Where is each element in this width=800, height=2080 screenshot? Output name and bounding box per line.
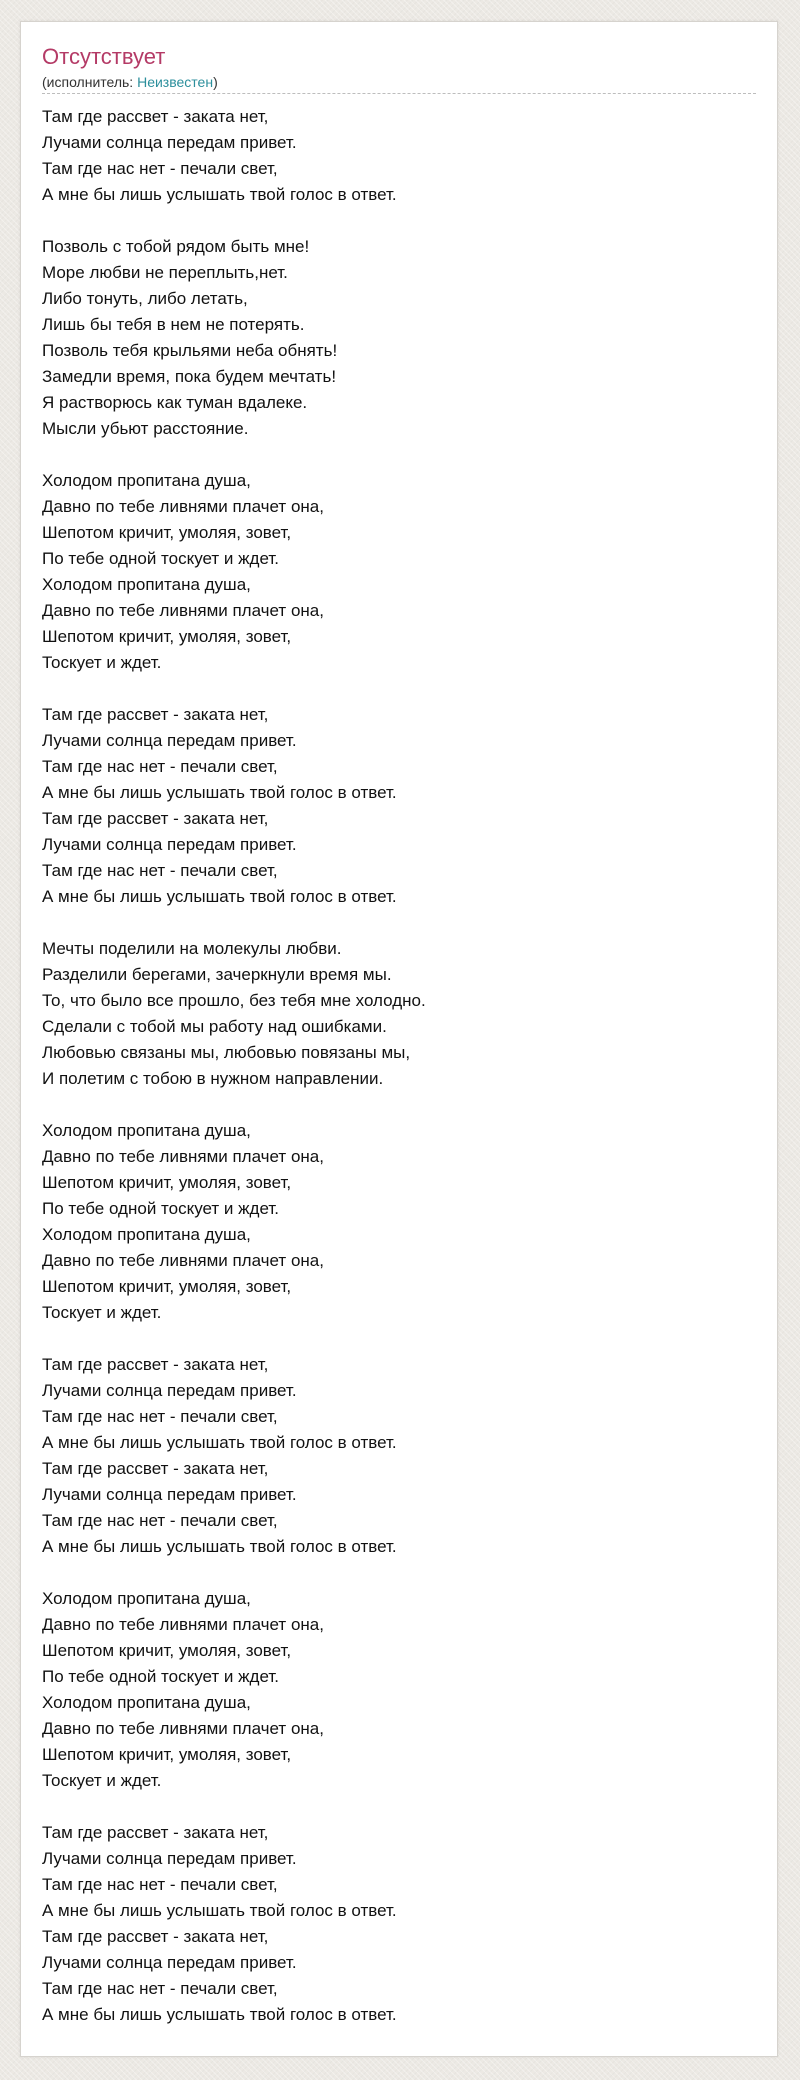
lyric-line: Там где нас нет - печали свет, <box>42 757 278 776</box>
lyric-line: Мечты поделили на молекулы любви. <box>42 939 342 958</box>
lyric-line: Давно по тебе ливнями плачет она, <box>42 1615 324 1634</box>
lyric-line: Позволь тебя крыльями неба обнять! <box>42 341 338 360</box>
lyric-line: Разделили берегами, зачеркнули время мы. <box>42 965 392 984</box>
lyric-line: Там где нас нет - печали свет, <box>42 1875 278 1894</box>
lyric-line: Там где нас нет - печали свет, <box>42 1407 278 1426</box>
lyric-line: Лучами солнца передам привет. <box>42 1849 297 1868</box>
lyric-line: Я растворюсь как туман вдалеке. <box>42 393 308 412</box>
lyric-line: Холодом пропитана душа, <box>42 1121 251 1140</box>
lyric-line: Либо тонуть, либо летать, <box>42 289 248 308</box>
lyric-line: Мысли убьют расстояние. <box>42 419 249 438</box>
lyric-line: Давно по тебе ливнями плачет она, <box>42 497 324 516</box>
lyric-line: Замедли время, пока будем мечтать! <box>42 367 337 386</box>
lyric-line: А мне бы лишь услышать твой голос в ответ. <box>42 1901 397 1920</box>
lyric-line: Лучами солнца передам привет. <box>42 1381 297 1400</box>
lyric-line: Там где нас нет - печали свет, <box>42 159 278 178</box>
lyric-line: Там где рассвет - заката нет, <box>42 1355 269 1374</box>
song-title: Отсутствует <box>42 44 166 69</box>
lyric-line: А мне бы лишь услышать твой голос в ответ. <box>42 783 397 802</box>
lyrics-stanza <box>42 1118 756 1326</box>
lyric-line: Лучами солнца передам привет. <box>42 835 297 854</box>
lyric-line: Тоскует и ждет. <box>42 653 162 672</box>
lyrics-stanza <box>42 1586 756 1794</box>
lyric-line: Давно по тебе ливнями плачет она, <box>42 1251 324 1270</box>
lyric-line: Холодом пропитана душа, <box>42 471 251 490</box>
lyric-line: А мне бы лишь услышать твой голос в ответ. <box>42 1433 397 1452</box>
lyric-line: Там где рассвет - заката нет, <box>42 107 269 126</box>
lyric-line: Там где нас нет - печали свет, <box>42 861 278 880</box>
lyric-line: Шепотом кричит, умоляя, зовет, <box>42 1641 292 1660</box>
lyric-line: Любовью связаны мы, любовью повязаны мы, <box>42 1043 411 1062</box>
lyric-line: А мне бы лишь услышать твой голос в ответ. <box>42 185 397 204</box>
lyric-line: Лучами солнца передам привет. <box>42 1485 297 1504</box>
lyric-line: Тоскует и ждет. <box>42 1303 162 1322</box>
lyrics-stanza <box>42 1820 756 2028</box>
lyric-line: Шепотом кричит, умоляя, зовет, <box>42 627 292 646</box>
lyric-line: Лучами солнца передам привет. <box>42 731 297 750</box>
lyric-line: По тебе одной тоскует и ждет. <box>42 1199 279 1218</box>
lyrics-stanza <box>42 936 756 1092</box>
lyric-line: Сделали с тобой мы работу над ошибками. <box>42 1017 387 1036</box>
lyrics-stanza <box>42 104 756 208</box>
artist-suffix: ) <box>213 74 218 90</box>
lyric-line: Там где нас нет - печали свет, <box>42 1511 278 1530</box>
artist-link[interactable]: Неизвестен <box>137 74 214 90</box>
lyric-line: По тебе одной тоскует и ждет. <box>42 549 279 568</box>
lyric-line: Позволь с тобой рядом быть мне! <box>42 237 310 256</box>
lyric-line: Шепотом кричит, умоляя, зовет, <box>42 1745 292 1764</box>
lyric-line: Море любви не переплыть,нет. <box>42 263 288 282</box>
lyric-line: А мне бы лишь услышать твой голос в ответ. <box>42 2005 397 2024</box>
lyric-line: Там где рассвет - заката нет, <box>42 1823 269 1842</box>
lyric-line: Холодом пропитана душа, <box>42 1589 251 1608</box>
lyric-line: Шепотом кричит, умоляя, зовет, <box>42 523 292 542</box>
artist-prefix: (исполнитель: <box>42 74 138 90</box>
lyric-line: Лучами солнца передам привет. <box>42 133 297 152</box>
lyric-line: По тебе одной тоскует и ждет. <box>42 1667 279 1686</box>
lyrics-stanza <box>42 702 756 910</box>
lyric-line: Холодом пропитана душа, <box>42 1693 251 1712</box>
lyric-line: Холодом пропитана душа, <box>42 1225 251 1244</box>
lyrics-stanza <box>42 1352 756 1560</box>
lyrics-stanza <box>42 234 756 442</box>
lyrics-card <box>20 21 778 2057</box>
lyric-line: Давно по тебе ливнями плачет она, <box>42 601 324 620</box>
lyric-line: Шепотом кричит, умоляя, зовет, <box>42 1277 292 1296</box>
lyric-line: Давно по тебе ливнями плачет она, <box>42 1147 324 1166</box>
lyric-line: Там где нас нет - печали свет, <box>42 1979 278 1998</box>
lyrics-stanza <box>42 468 756 676</box>
lyric-line: Тоскует и ждет. <box>42 1771 162 1790</box>
lyric-line: Там где рассвет - заката нет, <box>42 1459 269 1478</box>
lyric-line: Там где рассвет - заката нет, <box>42 809 269 828</box>
lyric-line: Холодом пропитана душа, <box>42 575 251 594</box>
lyric-line: А мне бы лишь услышать твой голос в ответ. <box>42 887 397 906</box>
artist-line <box>42 72 756 94</box>
lyric-line: Давно по тебе ливнями плачет она, <box>42 1719 324 1738</box>
lyric-line: То, что было все прошло, без тебя мне холодно. <box>42 991 426 1010</box>
lyric-line: Лучами солнца передам привет. <box>42 1953 297 1972</box>
lyric-line: А мне бы лишь услышать твой голос в ответ. <box>42 1537 397 1556</box>
lyrics-body <box>42 104 756 2054</box>
lyric-line: Там где рассвет - заката нет, <box>42 705 269 724</box>
lyric-line: Шепотом кричит, умоляя, зовет, <box>42 1173 292 1192</box>
lyric-line: Лишь бы тебя в нем не потерять. <box>42 315 305 334</box>
lyric-line: Там где рассвет - заката нет, <box>42 1927 269 1946</box>
lyric-line: И полетим с тобою в нужном направлении. <box>42 1069 384 1088</box>
